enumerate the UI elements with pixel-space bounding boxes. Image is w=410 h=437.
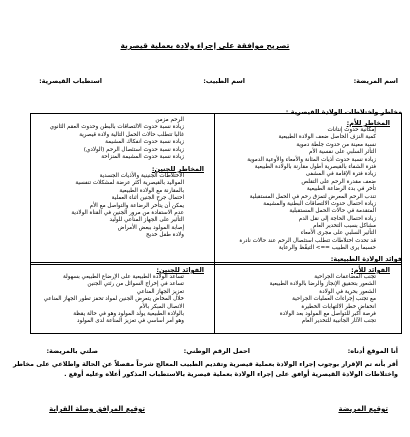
list-item: الشعور بتحقيق الإنجاز والرضا بالولادة الطبيعية [269,281,376,288]
benefits-fetus-label: الفوائد للجنين: [156,266,204,274]
list-item: زيادة نسبة حدوث أذيات المثانة والأمعاء والأوعية الدموية [247,156,376,163]
list-item: تعزيز الجهاز المناعي [136,288,184,295]
companion-signature-label: توقيع المرافق وصلة القرابة [49,405,145,413]
list-item: زيادة نسبة حدوث استئصال الرحم (الولادي) [83,146,184,153]
indication-label: استطباب القيصرية: [39,77,102,85]
risks-mother-list [212,127,376,253]
list-item: عدم الاستفادة من مرور الجنين في القناة الولادية [71,209,184,216]
list-item: تساعد الولادة الطبيعية على الإرضاع الطبيعي بسهولة [63,274,184,280]
list-item: التأثر السلبي على نفسية الأم [309,149,376,156]
risks-other-list-top [14,117,184,161]
national-id-label: احمل الرقم الوطني: [183,347,250,355]
list-item: كمية النزف الحاصل ضعف الولادة الطبيعية [278,134,376,141]
list-item: الرحم مزمن [155,117,184,123]
benefits-mother-label: الفوائد للأم: [351,266,390,274]
benefits-heading: فوائد الولادة الطبيعية: [330,255,402,263]
ack-label: أنا الموقع أدناه: [347,347,398,355]
list-item: زيادة نسبة حدوث الالتصاقات بالبطن وحدوث العقم الثانوي [49,124,184,131]
list-item: زيادة نسبة حدوث المشيمة المنزاحة [101,153,184,160]
list-item: التأثير على الجهاز المناعي للوليد [109,217,184,224]
list-item: إصابة المولود ببعض الأمراض [117,224,184,231]
doctor-name-label: اسم الطبيب: [203,77,245,85]
list-item: يمكن أن يتأخر الرضاعة والتواصل مع الأم [89,202,184,209]
list-item: التأثير السلبي على مجرى الأمعاء [300,230,376,237]
patient-signature-label: توقيع المريضة [338,405,388,413]
list-item: مع تجنب إجراءات العمليات الجراحية [292,296,376,303]
risks-mother-label: المخاطر للأم: [346,119,390,127]
list-item: نسبة معينة من حدوث جلطة دموية [296,141,376,148]
benefits-fetus-list [14,274,184,326]
consent-paragraph: أقر بأنه تم الإقرار بوجوب إجراء الولادة بعملية قيصرية وتقديم الطبيب المعالج شرحاً مفصلاً عن الحالة واطلاعي على مخاطر واختلاطات الولادة القيصرية أوافق على إجراء الولادة بعملية قيصرية بالاستطباب المذكور أعلاه وعليه أوقع . [13,360,398,378]
benefits-mother-list [212,274,376,326]
list-item: ضعف مقدرة الرحم على التقلص [301,178,376,185]
list-item: احتمال جرح الجنين أثناء العملية [111,195,184,202]
list-item: تأخر في بدء الرضاعة الطبيعية [306,186,376,193]
list-item: غالبا تتطلب حالات الحمل التالية ولادة قيصرية [79,131,184,138]
list-item: الاتصال المبكر بالأم [139,303,184,310]
list-item: انخفاض خطر الالتهابات الخطيرة [301,303,376,310]
list-item: زيادة احتمال حدوث الالتصاقات البطنية والمشيمة [263,200,376,207]
page-title: تصريح موافقة على إجراء ولادة بعملية قيصرية [120,41,290,50]
list-item: فترة الشفاء بالقيصرية أطول مقارنة بالولادة الطبيعية [254,163,376,170]
risks-heading: مخاطر واختلاطات الولادة القيصرية : [285,108,402,116]
list-item: بالمقارنة مع الولادة الطبيعية [119,187,184,194]
list-item: الشعور بحرية في الولادة [319,288,376,295]
list-item: ولادة طفل خديج [146,232,184,239]
list-item: فرصة أكبر للتواصل مع المولود بعد الولادة [279,310,376,317]
list-item: بالولادة الطبيعية يولد المولود وهو في حالة يقظة [73,310,184,317]
list-item: تندب الرحم المعرض لتمزق رحم في الحمل المستقبلية [249,193,376,200]
list-item: المواليد بالقيصرية أكثر عرضة لمشكلات تنفسية [75,180,184,187]
list-item: المتقدمة في حالات الحمل المستقبلية [289,208,376,215]
risks-fetus-list [14,173,184,240]
list-item: تجنب المضاعفات الجراحية [314,274,376,280]
list-item: تساعد في إخراج السوائل من رئتي الجنين [87,281,184,288]
list-item: قد تحدث اختلاطات تتطلب استئصال الرحم عند حالات نادرة [239,237,376,244]
relation-label: صلتي بالمريضة: [46,347,98,355]
list-item: تجنب الآثار الجانبية للتخدير العام [301,318,376,325]
risks-fetus-label: المخاطر للجنين: [151,165,204,173]
list-item: حسبما يرى الطبيب ==> التيقّظ والرعاية [278,245,376,252]
list-item: إمكانية حدوث إنتانات [327,127,376,133]
list-item: مشاكل بسبب التخدير العام [313,223,376,230]
list-item: وهو أمر أساسي في تعزيز المناعة لدى المولود [77,318,184,325]
list-item: زيادة نسبة حدوث انفكاك المشيمة [105,139,184,146]
list-item: الاختلاطات الجنينية والأذيات الجسدية [99,173,184,179]
list-item: خلال المخاض يتعرض الجنين لمواد تحفز تطور الجهاز المناعي [43,296,184,303]
list-item: زيادة فترة الإقامة في المشفى [305,171,376,178]
list-item: زيادة احتمال الحاجة إلى نقل الدم [298,215,376,222]
patient-name-label: اسم المريضة: [353,77,398,85]
